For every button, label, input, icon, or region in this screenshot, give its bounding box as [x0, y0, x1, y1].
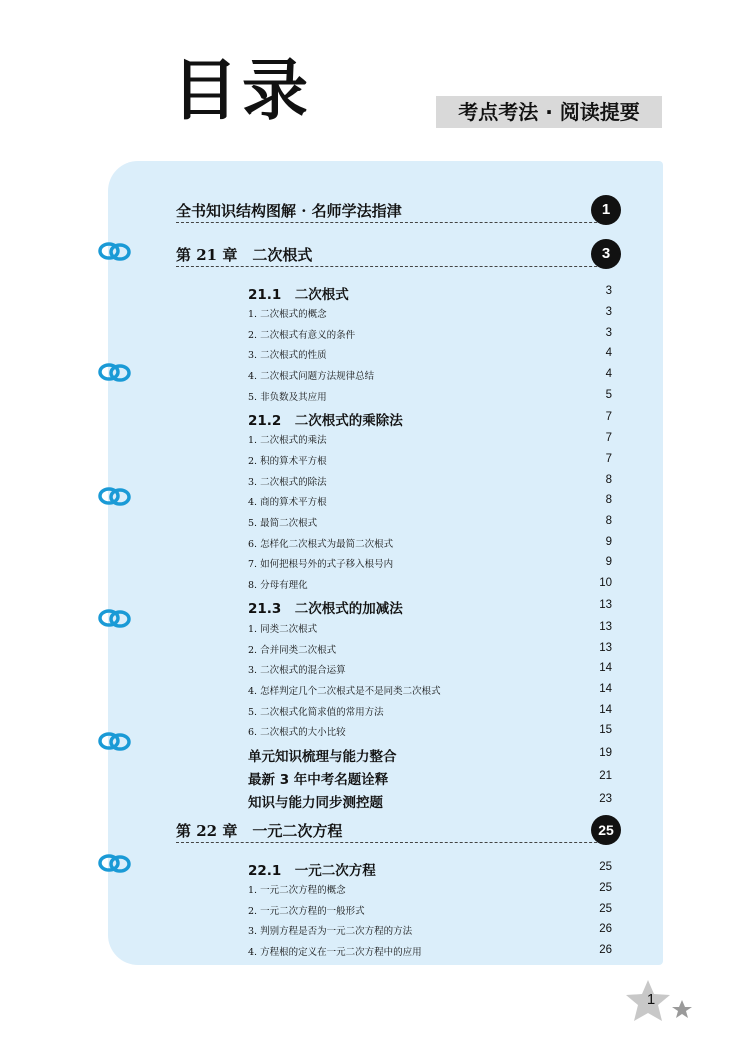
- toc-page-number: 5: [605, 389, 612, 401]
- toc-subsection-title[interactable]: 1. 一元二次方程的概念: [248, 885, 346, 896]
- toc-subsection-title[interactable]: 4. 方程根的定义在一元二次方程中的应用: [248, 947, 422, 958]
- toc-subsection-title[interactable]: 5. 二次根式化简求值的常用方法: [248, 707, 384, 718]
- toc-subsection-title[interactable]: 6. 二次根式的大小比较: [248, 727, 346, 738]
- binder-ring-icon: [98, 852, 132, 874]
- toc-page-number: 15: [599, 724, 612, 736]
- toc-subsection-title[interactable]: 3. 二次根式的性质: [248, 350, 327, 361]
- toc-page-number: 3: [605, 327, 612, 339]
- toc-section-title[interactable]: 单元知识梳理与能力整合: [248, 749, 397, 765]
- toc-subsection-title[interactable]: 4. 二次根式问题方法规律总结: [248, 371, 375, 382]
- toc-page-badge: 3: [591, 239, 621, 269]
- toc-page-number: 19: [599, 747, 612, 759]
- toc-page-number: 3: [605, 285, 612, 297]
- toc-page-number: 7: [605, 453, 612, 465]
- toc-page-number: 14: [599, 704, 612, 716]
- toc-page-number: 13: [599, 621, 612, 633]
- toc-page-number: 23: [599, 793, 612, 805]
- page-title: 目录: [172, 52, 312, 129]
- toc-subsection-title[interactable]: 4. 怎样判定几个二次根式是不是同类二次根式: [248, 686, 441, 697]
- toc-dashed-leader: [176, 222, 612, 223]
- toc-subsection-title[interactable]: 3. 二次根式的除法: [248, 477, 327, 488]
- toc-subsection-title[interactable]: 8. 分母有理化: [248, 580, 308, 591]
- toc-page-number: 9: [605, 536, 612, 548]
- toc-subsection-title[interactable]: 7. 如何把根号外的式子移入根号内: [248, 559, 394, 570]
- toc-page-number: 10: [599, 577, 612, 589]
- toc-subsection-title[interactable]: 1. 二次根式的乘法: [248, 435, 327, 446]
- toc-page-number: 4: [605, 347, 612, 359]
- toc-page-number: 25: [599, 903, 612, 915]
- toc-page-number: 4: [605, 368, 612, 380]
- toc-subsection-title[interactable]: 4. 商的算术平方根: [248, 497, 327, 508]
- toc-section-title[interactable]: 21.3 二次根式的加减法: [248, 601, 403, 617]
- toc-page-number: 14: [599, 662, 612, 674]
- toc-section-title[interactable]: 21.1 二次根式: [248, 287, 349, 303]
- toc-page-number: 21: [599, 770, 612, 782]
- toc-section-title[interactable]: 22.1 一元二次方程: [248, 863, 376, 879]
- toc-subsection-title[interactable]: 2. 合并同类二次根式: [248, 645, 337, 656]
- toc-page-number: 13: [599, 599, 612, 611]
- toc-subsection-title[interactable]: 2. 二次根式有意义的条件: [248, 330, 356, 341]
- toc-page-number: 14: [599, 683, 612, 695]
- toc-dashed-leader: [176, 266, 612, 267]
- toc-subsection-title[interactable]: 5. 非负数及其应用: [248, 392, 327, 403]
- toc-page-badge: 25: [591, 815, 621, 845]
- toc-page-number: 26: [599, 944, 612, 956]
- toc-subsection-title[interactable]: 6. 怎样化二次根式为最简二次根式: [248, 539, 394, 550]
- toc-subsection-title[interactable]: 3. 判别方程是否为一元二次方程的方法: [248, 926, 413, 937]
- binder-ring-icon: [98, 730, 132, 752]
- toc-subsection-title[interactable]: 5. 最简二次根式: [248, 518, 318, 529]
- toc-section-title[interactable]: 知识与能力同步测控题: [248, 795, 383, 811]
- toc-subsection-title[interactable]: 1. 二次根式的概念: [248, 309, 327, 320]
- toc-page-number: 13: [599, 642, 612, 654]
- toc-page-number: 25: [599, 861, 612, 873]
- toc-page-number: 7: [605, 432, 612, 444]
- toc-chapter-title[interactable]: 第 21 章 二次根式: [176, 246, 313, 264]
- toc-page-number: 26: [599, 923, 612, 935]
- toc-subsection-title[interactable]: 2. 一元二次方程的一般形式: [248, 906, 365, 917]
- toc-page-number: 8: [605, 494, 612, 506]
- toc-section-title[interactable]: 最新 3 年中考名题诠释: [248, 772, 389, 788]
- toc-subsection-title[interactable]: 3. 二次根式的混合运算: [248, 665, 346, 676]
- binder-ring-icon: [98, 485, 132, 507]
- toc-dashed-leader: [176, 842, 612, 843]
- toc-chapter-title[interactable]: 全书知识结构图解 · 名师学法指津: [176, 202, 402, 220]
- toc-page-number: 7: [605, 411, 612, 423]
- toc-chapter-title[interactable]: 第 22 章 一元二次方程: [176, 822, 343, 840]
- toc-page-number: 25: [599, 882, 612, 894]
- page-number: 1: [646, 991, 656, 1008]
- binder-ring-icon: [98, 607, 132, 629]
- toc-subsection-title[interactable]: 1. 同类二次根式: [248, 624, 318, 635]
- toc-page-number: 9: [605, 556, 612, 568]
- page-subtitle: 考点考法 · 阅读提要: [436, 96, 662, 128]
- toc-page-number: 8: [605, 515, 612, 527]
- binder-ring-icon: [98, 361, 132, 383]
- toc-page-number: 3: [605, 306, 612, 318]
- toc-page-badge: 1: [591, 195, 621, 225]
- toc-section-title[interactable]: 21.2 二次根式的乘除法: [248, 413, 403, 429]
- toc-page-number: 8: [605, 474, 612, 486]
- toc-subsection-title[interactable]: 2. 积的算术平方根: [248, 456, 327, 467]
- binder-ring-icon: [98, 240, 132, 262]
